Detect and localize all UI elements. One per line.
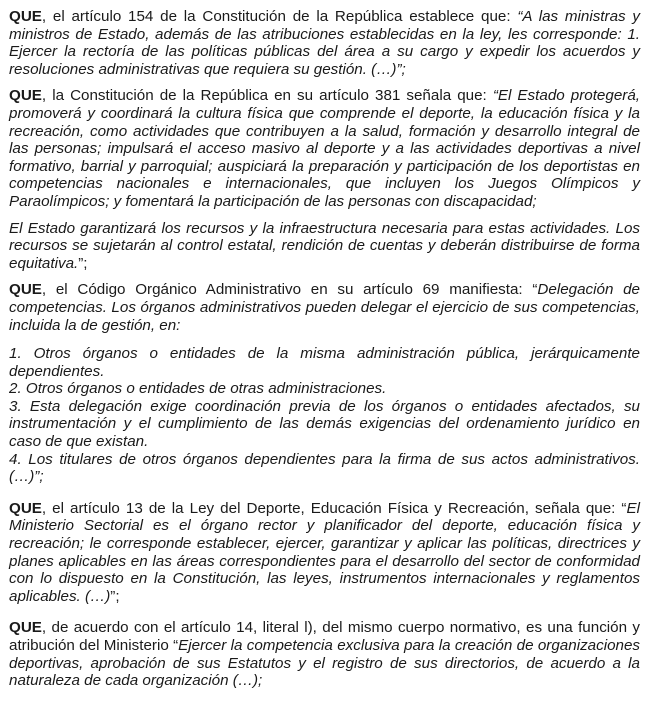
document-page (9, 8, 640, 699)
que-keyword: QUE (9, 8, 42, 25)
quoted-text: El Estado garantizará los recursos y la infraestructura necesaria para estas actividades. Los recursos se sujetarán al control estatal, rendición de cuentas y deberán distribuirse de forma equitativa. (9, 219, 640, 272)
quoted-text: Ejercer la competencia exclusiva para la creación de organizaciones deportivas, aprobación de sus Estatutos y el registro de sus directorios, de acuerdo a la naturaleza de cada organización (…); (9, 637, 641, 690)
paragraph-text: , el artículo 154 de la Constitución de la República establece que: (41, 8, 518, 25)
paragraph-article-14 (9, 619, 640, 689)
que-keyword: QUE (9, 619, 42, 637)
quoted-text: “A las ministras y ministros de Estado, además de las atribuciones establecidas en la ley, les corresponde: 1. Ejercer la rectoría de las políticas públicas del área a su cargo y expedir los acuerdos y resoluciones administrativas que requiera su gestión. (…)”; (9, 8, 640, 78)
paragraph-state-resources (9, 220, 640, 273)
closing-quote: ”; (78, 254, 88, 272)
closing-quote: ”; (110, 587, 120, 605)
paragraph-article-381 (9, 87, 640, 210)
paragraph-article-69 (9, 281, 640, 334)
paragraph-text: , la Constitución de la República en su artículo 381 señala que: (41, 87, 493, 105)
paragraph-article-154 (9, 8, 640, 78)
delegation-list (9, 345, 640, 486)
list-item: 1. Otros órganos o entidades de la misma administración pública, jerárquicamente dependientes. (9, 345, 640, 380)
paragraph-text: , el Código Orgánico Administrativo en su artículo 69 manifiesta: “ (41, 281, 538, 299)
list-item: 2. Otros órganos o entidades de otras administraciones. (9, 380, 387, 398)
paragraph-article-13 (9, 500, 640, 606)
que-keyword: QUE (9, 87, 42, 105)
que-keyword: QUE (9, 281, 42, 299)
list-item: 3. Esta delegación exige coordinación previa de los órganos o entidades afectados, su instrumentación y el cumplimiento de las demás exigencias del ordenamiento jurídico en caso de que existan. (9, 397, 640, 451)
que-keyword: QUE (9, 499, 42, 517)
list-item: 4. Los titulares de otros órganos dependientes para la firma de sus actos administrativos. (…)”; (9, 450, 640, 486)
paragraph-text: , el artículo 13 de la Ley del Deporte, Educación Física y Recreación, señala que: “ (41, 499, 627, 517)
quoted-text: El Ministerio Sectorial es el órgano rector y planificador del deporte, educación física y recreación; le corresponde establecer, ejercer, garantizar y aplicar las políticas, directrices y planes aplicables en las áreas correspondientes para el desarrollo del sector de conformidad con lo dispuesto en la Constitución, las leyes, instrumentos internacionales y reglamentos aplicables. (…) (9, 499, 640, 605)
quoted-text: Delegación de competencias. Los órganos administrativos pueden delegar el ejercicio de sus competencias, incluida la de gestión, en: (9, 281, 640, 334)
paragraph-text: , de acuerdo con el artículo 14, literal l), del mismo cuerpo normativo, es una función y atribución del Ministerio “ (9, 619, 640, 654)
quoted-text: “El Estado protegerá, promoverá y coordinará la cultura física que comprende el deporte, la educación física y la recreación, como actividades que contribuyen a la salud, formación y desarrollo integral de las personas; impulsará el acceso masivo al deporte y a las actividades deportivas a nivel formativo, barrial y parroquial; auspiciará la preparación y participación de los deportistas en competencias nacionales e internacionales, que incluyen los Juegos Olímpicos y Paraolímpicos; y fomentará la participación de las personas con discapacidad; (9, 87, 640, 210)
